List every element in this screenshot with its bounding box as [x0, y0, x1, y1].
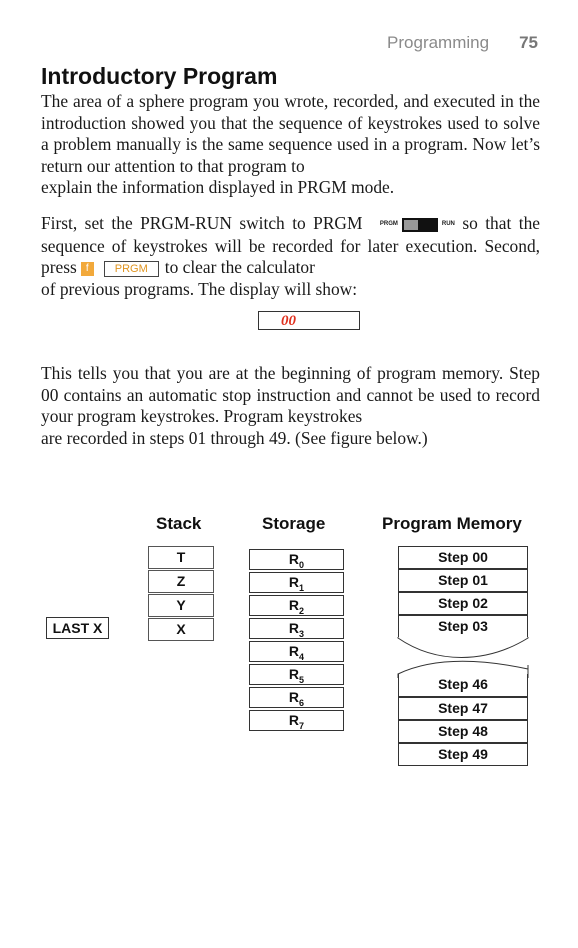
prgm-key-icon: PRGM — [104, 261, 159, 277]
text-line: to clear the calculator — [164, 257, 315, 278]
text-line: First, set the PRGM-RUN switch to PRGM — [41, 213, 363, 233]
text-line: used to solve a problem manually is the same sequence used in — [41, 112, 541, 155]
text-line: of previous programs. The display will show: — [41, 278, 358, 299]
storage-register-r4: $R_4$ — [249, 641, 344, 662]
page-title: Introductory Program — [41, 63, 278, 89]
text-line: Step 00 contains an automatic stop instruction and cannot be — [41, 363, 540, 405]
storage-register-r2: $R_2$ — [249, 595, 344, 616]
page-header — [387, 33, 538, 53]
paragraph-setup — [41, 213, 540, 301]
program-memory-heading: Program Memory — [382, 514, 522, 533]
text-line: execution. Second, press — [41, 235, 540, 278]
storage-register-r3: $R_3$ — [249, 618, 344, 639]
stack-register-x: X — [148, 618, 214, 641]
text-line: used to record your program keystrokes. Program keystrokes — [41, 384, 540, 427]
program-step-46: Step 46 — [398, 674, 528, 697]
storage-register-r5: $R_5$ — [249, 664, 344, 685]
storage-register-r6: $R_6$ — [249, 687, 344, 708]
stack-register-t: T — [148, 546, 214, 569]
program-step-47: Step 47 — [398, 697, 528, 720]
text-line: This tells you that you are at the beginning of program memory. — [41, 363, 504, 383]
text-line: explain the information displayed in PRGM mode. — [41, 177, 395, 198]
text-line: The area of a sphere program you wrote, recorded, and executed — [41, 91, 496, 111]
prgm-run-switch — [380, 214, 455, 236]
calculator-display: 00 — [258, 311, 360, 330]
program-step-03: Step 03 — [398, 615, 528, 637]
stack-register-y: Y — [148, 594, 214, 617]
program-step-49: Step 49 — [398, 743, 528, 766]
text-line: in the introduction showed you that the sequence of keystrokes — [41, 91, 540, 133]
storage-heading: Storage — [262, 514, 326, 533]
page-number: 75 — [519, 33, 538, 52]
stack-register-z: Z — [148, 570, 214, 593]
program-step-00: Step 00 — [398, 546, 528, 569]
memory-break-icon — [396, 634, 532, 678]
paragraph-explanation — [41, 363, 540, 449]
program-step-01: Step 01 — [398, 569, 528, 592]
text-line: a program. Now let’s return our attention to that program to — [41, 134, 540, 176]
text-line: are recorded in steps 01 through 49. (See figure below.) — [41, 427, 428, 448]
f-key-icon: f — [81, 262, 94, 276]
switch-slider-icon — [402, 218, 438, 232]
stack-heading: Stack — [156, 514, 202, 533]
storage-register-r7: $R_7$ — [249, 710, 344, 731]
last-x-register: LAST X — [46, 617, 109, 639]
text-line: so that the sequence of keystrokes will be recorded for later — [41, 213, 540, 256]
program-step-02: Step 02 — [398, 592, 528, 615]
switch-prgm-label: PRGM — [379, 221, 398, 228]
section-title: Programming — [387, 33, 490, 52]
storage-register-r1: $R_1$ — [249, 572, 344, 593]
storage-register-r0: $R_0$ — [249, 549, 344, 570]
paragraph-intro — [41, 91, 540, 199]
switch-run-label: RUN — [441, 221, 455, 228]
program-step-48: Step 48 — [398, 720, 528, 743]
